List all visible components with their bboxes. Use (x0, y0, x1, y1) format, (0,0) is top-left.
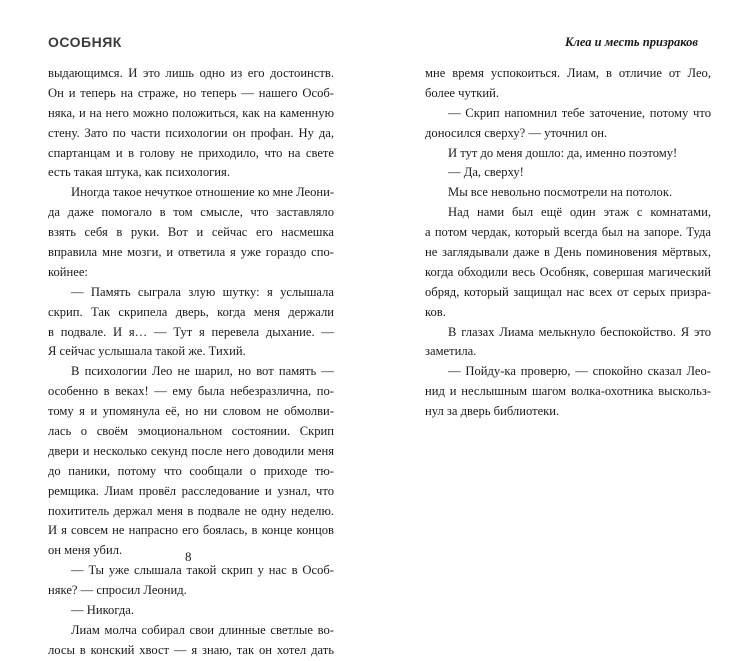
text-line: койнее: (48, 264, 88, 279)
text-line: более чуткий. (425, 85, 500, 100)
text-line: до паники, потому что сообщали о приходе тю- (48, 463, 334, 478)
text-line: И я совсем не напрасно его боялась, в конце концов (48, 523, 334, 538)
text-line: няка, и на него можно положиться, как на каменную (48, 105, 334, 120)
text-line: ков. (425, 304, 446, 319)
text-line: няке? — спросил Леонид. (48, 583, 187, 598)
text-line: да даже помогало в том смысле, что заставляло (48, 205, 334, 220)
text-line: лосы в конский хвост — я знаю, так он хотел дать (48, 642, 334, 657)
text-line: доносился сверху? — уточнил он. (425, 125, 608, 140)
text-line: — Никогда. (71, 603, 135, 618)
right-page (375, 0, 750, 599)
text-line: В психологии Лео не шарил, но вот память — (71, 364, 334, 379)
text-line: Над нами был ещё один этаж с комнатами, (448, 205, 711, 220)
text-line: не заглядывали даже в День поминовения мёртвых, (425, 245, 711, 260)
text-line: В глазах Лиама мелькнуло беспокойство. Я это (448, 324, 711, 339)
text-line: — Память сыграла злую шутку: я услышала (71, 284, 334, 299)
text-line: мне время успокоиться. Лиам, в отличие от Лео, (425, 66, 711, 80)
left-page-text (48, 64, 334, 661)
text-line: взять себя в руки. Вот и сейчас его насмешка (48, 225, 334, 240)
text-line: скрип. Так скрипела дверь, когда меня держали (48, 304, 334, 319)
text-line: спартанцам и в голову не приходило, что на свете (48, 145, 334, 160)
running-head-book-title: ОСОБНЯК (48, 34, 122, 50)
text-line: обряд, который защищал нас всех от серых призра- (425, 284, 711, 299)
left-page (0, 0, 375, 657)
page-number: 8 (185, 549, 192, 564)
text-line: ремщика. Лиам провёл расследование и узнал, что (48, 483, 334, 498)
text-line: особенно в веках! — ему была небезразлична, по- (48, 384, 334, 399)
text-line: есть такая штука, как психология. (48, 165, 230, 180)
text-line: — Пойду-ка проверю, — спокойно сказал Лео- (448, 364, 711, 379)
text-line: И тут до меня дошло: да, именно поэтому! (448, 145, 678, 160)
text-line: выдающимся. И это лишь одно из его достоинств. (48, 66, 334, 80)
text-line: — Да, сверху! (448, 165, 524, 180)
text-line: Лиам молча собирал свои длинные светлые во- (71, 622, 334, 637)
text-line: Иногда такое нечуткое отношение ко мне Леони- (71, 185, 334, 200)
running-head-chapter-title: Клеа и месть призраков (564, 35, 698, 49)
text-line: стену. Зато по части психологии он профан. Ну да, (48, 125, 334, 140)
right-page-text (425, 64, 711, 422)
text-line: тому я и упомянула её, но ни словом не обмолви- (48, 404, 334, 419)
text-line: Он и теперь на страже, но теперь — нашего Особ- (48, 85, 334, 100)
text-line: вправила мне мозги, и ответила я уже гораздо спо- (48, 245, 334, 260)
text-line: нул за дверь библиотеки. (425, 404, 560, 419)
text-line: в подвале. И я… — Тут я перевела дыхание. — (48, 324, 334, 339)
text-line: а потом чердак, который всегда был на запоре. Туда (425, 225, 711, 240)
text-line: лась о своём эмоциональном состоянии. Скрип (48, 424, 334, 439)
text-line: двери и несколько секунд после него доводили меня (48, 443, 334, 458)
text-line: — Ты уже слышала такой скрип у нас в Особ- (71, 563, 334, 578)
text-line: он меня убил. (48, 543, 123, 558)
text-line: заметила. (425, 344, 477, 359)
text-line: — Скрип напомнил тебе заточение, потому что (448, 105, 711, 120)
text-line: Мы все невольно посмотрели на потолок. (448, 185, 673, 200)
text-line: Я сейчас услышала такой же. Тихий. (48, 344, 246, 359)
text-line: похититель держал меня в подвале не одну неделю. (48, 503, 334, 518)
text-line: нид и неслышным шагом волка-охотника выскольз- (425, 384, 711, 399)
text-line: когда обходили весь Особняк, совершая магический (425, 264, 711, 279)
